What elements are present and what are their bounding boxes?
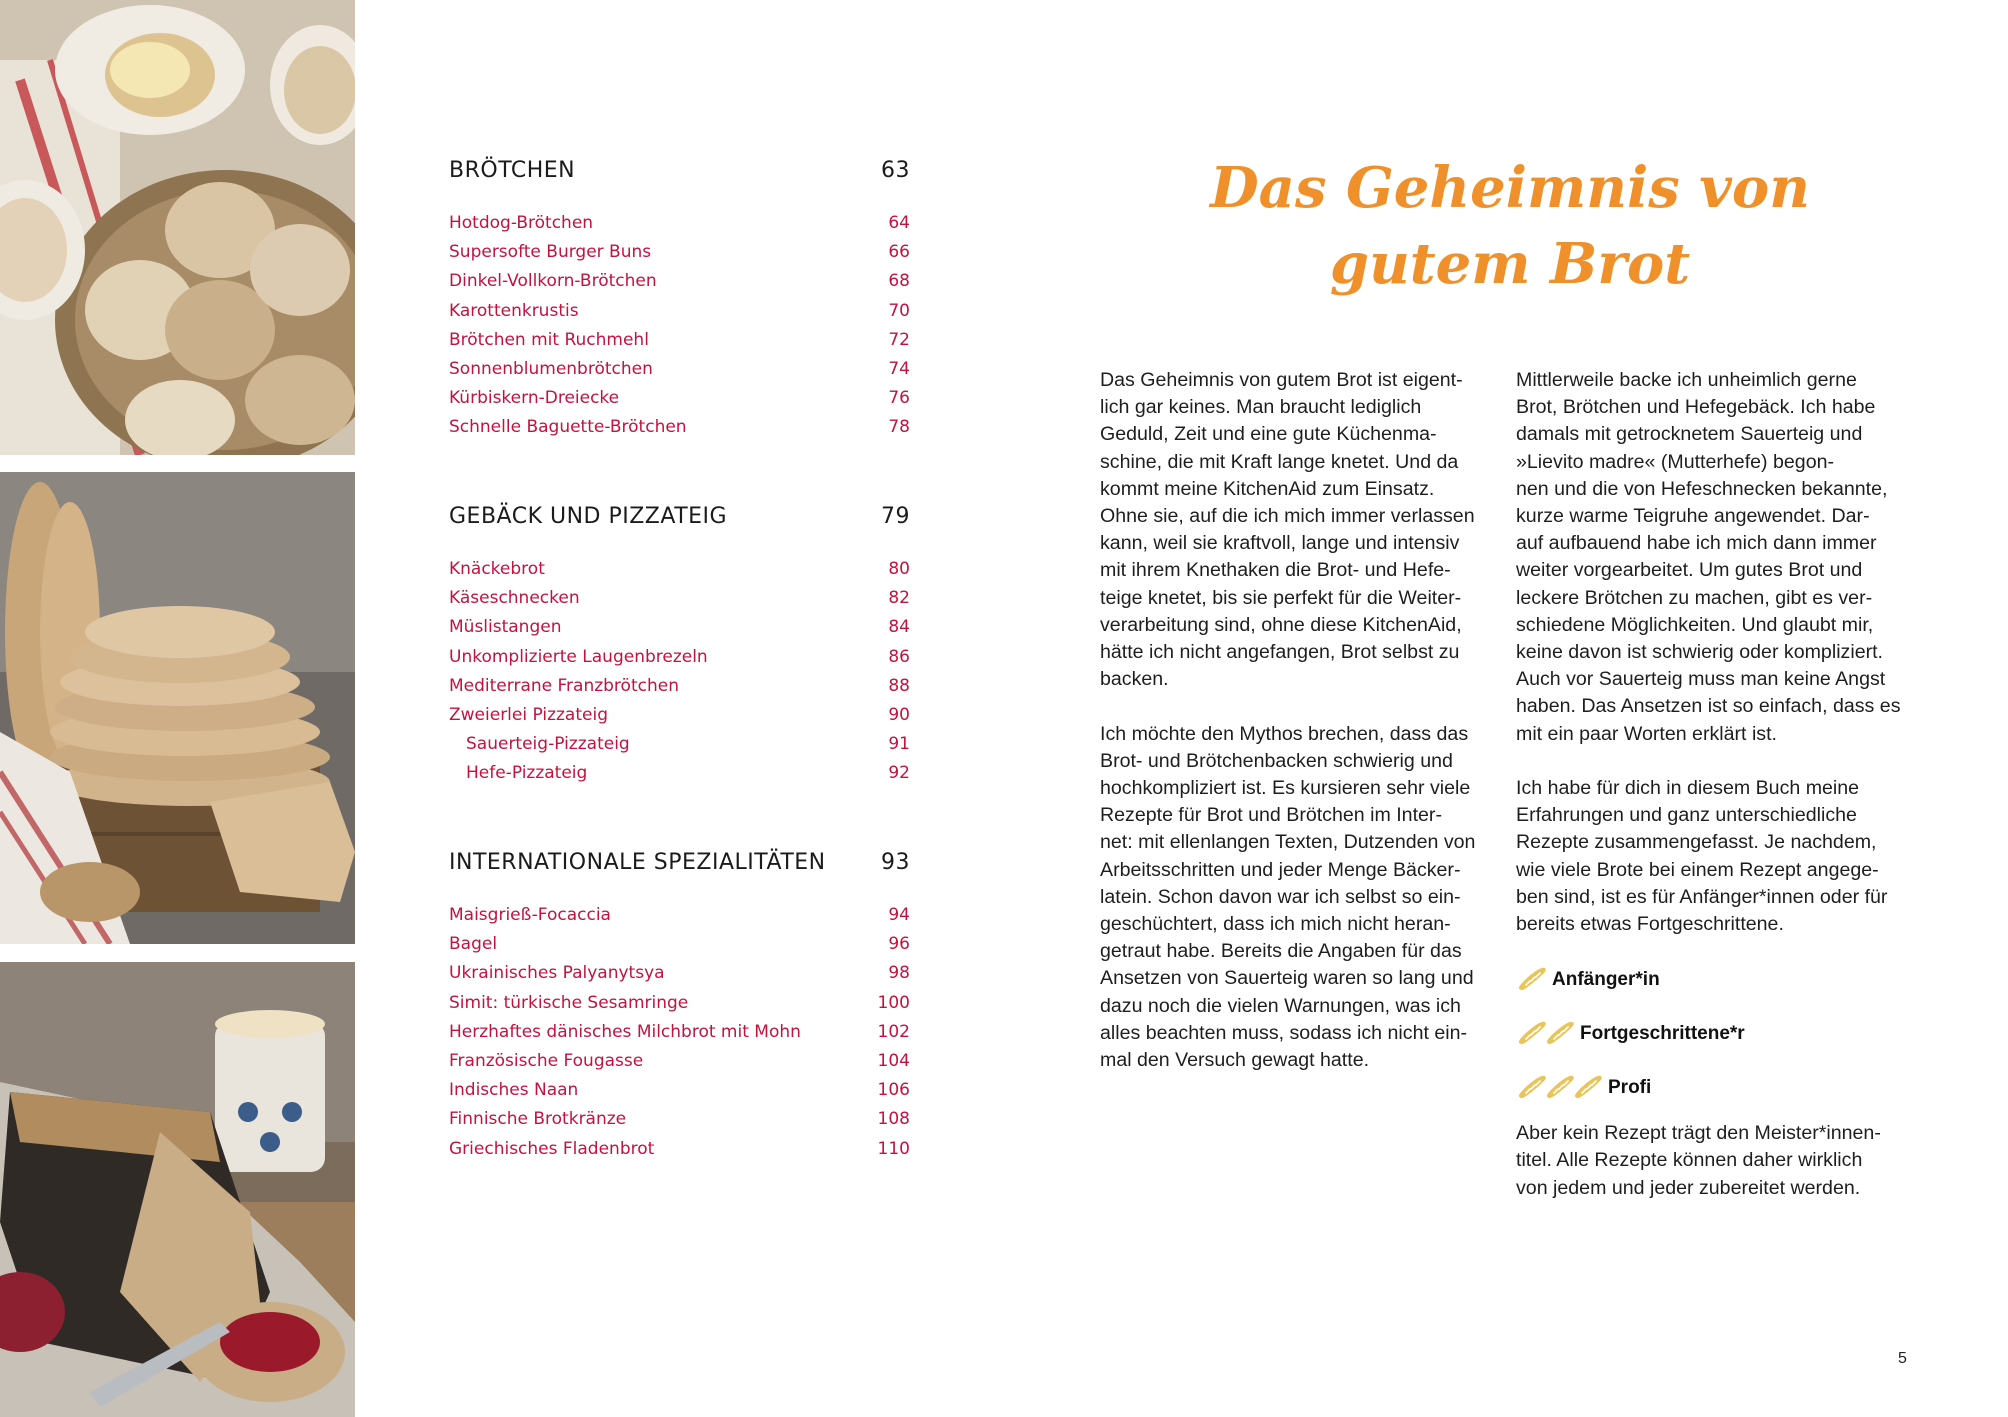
text-line: wie viele Brote bei einem Rezept angege-: [1516, 858, 1879, 881]
toc-entry-page: 94: [888, 905, 910, 925]
toc-entry-page: 70: [888, 300, 910, 321]
baguette-icon: [1572, 1074, 1604, 1100]
toc-entry-title: Griechisches Fladenbrot: [449, 1138, 655, 1159]
difficulty-level: [1516, 952, 1936, 1006]
toc-section-internationale-spezialitaeten: [449, 850, 910, 1164]
article-heading: [1150, 150, 1870, 302]
toc-entry: [449, 555, 910, 584]
toc-entry: [449, 1047, 910, 1076]
difficulty-legend: [1516, 952, 1936, 1114]
text-line: ben sind, ist es für Anfänger*innen oder für: [1516, 885, 1888, 908]
text-line: Ansetzen von Sauerteig waren so lang und: [1100, 967, 1474, 990]
toc-entry-title: Zweierlei Pizzateig: [449, 704, 608, 725]
toc-entry-title: Hotdog-Brötchen: [449, 213, 594, 233]
toc-entry: [449, 643, 910, 672]
toc-entry-title: Französische Fougasse: [449, 1050, 644, 1071]
toc-section-title: GEBÄCK UND PIZZATEIG: [449, 504, 728, 529]
toc-entry-page: 110: [877, 1138, 910, 1159]
toc-section-header: [449, 504, 910, 529]
text-line: hochkompliziert ist. Es kursieren sehr viele: [1100, 777, 1471, 800]
text-line: weiter vorgearbeitet. Um gutes Brot und: [1516, 559, 1863, 582]
text-line: leckere Brötchen zu machen, gibt es ver-: [1516, 586, 1873, 609]
photo-bread-rolls-basket: [0, 0, 355, 455]
toc-entry-page: 72: [888, 329, 910, 350]
toc-entry: [449, 1076, 910, 1105]
text-line: auf aufbauend habe ich mich dann immer: [1516, 532, 1877, 555]
toc-entry-title: Finnische Brotkränze: [449, 1109, 627, 1130]
text-line: backen.: [1100, 668, 1169, 691]
toc-entry-title: Kürbiskern-Dreiecke: [449, 388, 620, 409]
text-line: keine davon ist schwierig oder kompliziert.: [1516, 641, 1884, 664]
toc-entry-page: 98: [888, 963, 910, 984]
toc-entry: [449, 238, 910, 267]
toc-entry-page: 90: [888, 704, 910, 725]
toc-entry-page: 66: [888, 242, 910, 263]
text-line: teige knetet, bis sie perfekt für die Weiter-: [1100, 586, 1462, 609]
text-line: getraut habe. Bereits die Angaben für das: [1100, 940, 1462, 963]
toc-entry-title: Herzhaftes dänisches Milchbrot mit Mohn: [449, 1021, 801, 1042]
toc-entry-page: 80: [888, 559, 910, 579]
toc-entry-title: Maisgrieß-Focaccia: [449, 905, 611, 925]
toc-entry: [449, 413, 910, 442]
toc-entry-title: Mediterrane Franzbrötchen: [449, 675, 679, 696]
toc-entry-title: Sauerteig-Pizzateig: [466, 734, 630, 755]
toc-entry: [449, 384, 910, 413]
text-line: hätte ich nicht angefangen, Brot selbst zu: [1100, 641, 1460, 664]
toc-entry-title: Simit: türkische Sesamringe: [449, 992, 689, 1013]
text-line: net: mit ellenlangen Texten, Dutzenden von: [1100, 831, 1476, 854]
toc-entry-title: Ukrainisches Palyanytsya: [449, 963, 665, 984]
text-line: mal den Versuch gewagt hatte.: [1100, 1049, 1370, 1072]
text-line: mit ihrem Knethaken die Brot- und Hefe-: [1100, 559, 1451, 582]
toc-entry-page: 74: [888, 358, 910, 379]
toc-entry-page: 91: [888, 734, 910, 755]
text-line: »Lievito madre« (Mutterhefe) begon-: [1516, 450, 1835, 473]
text-line: haben. Das Ansetzen ist so einfach, dass es: [1516, 695, 1901, 718]
text-line: Rezepte zusammengefasst. Je nachdem,: [1516, 831, 1877, 854]
toc-section-title: INTERNATIONALE SPEZIALITÄTEN: [449, 850, 826, 875]
toc-entry-page: 82: [888, 588, 910, 609]
toc-entry-page: 88: [888, 675, 910, 696]
toc-entry: [449, 584, 910, 613]
difficulty-icons: [1516, 1020, 1572, 1046]
page-number: 5: [1898, 1350, 1907, 1367]
article-heading-line-1: Das Geheimnis von: [1210, 155, 1810, 221]
toc-entry-title: Indisches Naan: [449, 1080, 579, 1101]
text-line: Rezepte für Brot und Brötchen im Inter-: [1100, 804, 1442, 827]
toc-entry: [449, 326, 910, 355]
toc-entry-page: 104: [877, 1050, 910, 1071]
article-column-left: [1100, 367, 1520, 1074]
article-column-right: [1516, 367, 1936, 1202]
text-line: Ohne sie, auf die ich mich immer verlassen: [1100, 505, 1475, 528]
toc-section-broetchen: [449, 158, 910, 443]
text-line: bereits etwas Fortgeschrittene.: [1516, 913, 1784, 936]
text-line: nen und die von Hefeschnecken bekannte,: [1516, 477, 1888, 500]
paragraph: [1516, 775, 1936, 938]
toc-entry-page: 108: [877, 1109, 910, 1130]
toc-entry: [449, 1135, 910, 1164]
toc-entry: [449, 701, 910, 730]
text-line: Ich möchte den Mythos brechen, dass das: [1100, 722, 1469, 745]
text-line: schine, die mit Kraft lange knetet. Und da: [1100, 450, 1459, 473]
toc-entry: [449, 355, 910, 384]
text-line: dazu noch die vielen Warnungen, was ich: [1100, 994, 1461, 1017]
photo-poppy-seed-loaf: [0, 962, 355, 1417]
toc-entry: [449, 672, 910, 701]
toc-section-page: 79: [881, 504, 910, 529]
toc-entry-page: 106: [877, 1080, 910, 1101]
toc-entry: [449, 1018, 910, 1047]
text-line: Mittlerweile backe ich unheimlich gerne: [1516, 369, 1857, 391]
toc-entry-title: Dinkel-Vollkorn-Brötchen: [449, 271, 657, 292]
toc-entry-title: Schnelle Baguette-Brötchen: [449, 417, 687, 438]
toc-entry: [449, 959, 910, 988]
toc-entry-page: 102: [877, 1021, 910, 1042]
toc-entry-page: 64: [888, 213, 910, 233]
toc-section-title: BRÖTCHEN: [449, 158, 576, 183]
text-line: Ich habe für dich in diesem Buch meine: [1516, 777, 1860, 800]
difficulty-label: Profi: [1608, 1076, 1652, 1098]
text-line: schiedene Möglichkeiten. Und glaubt mir,: [1516, 613, 1874, 636]
difficulty-label: Anfänger*in: [1552, 968, 1660, 990]
toc-section-gebaeck-und-pizzateig: [449, 504, 910, 789]
toc-entry-page: 76: [888, 388, 910, 409]
baguette-icon: [1516, 966, 1548, 992]
article-heading-line-2: gutem Brot: [1329, 231, 1691, 297]
toc-entry-title: Hefe-Pizzateig: [466, 763, 588, 784]
toc-entry-title: Käseschnecken: [449, 588, 580, 609]
toc-section-header: [449, 158, 910, 183]
difficulty-label: Fortgeschrittene*r: [1580, 1022, 1745, 1044]
text-line: kurze warme Teigruhe angewendet. Dar-: [1516, 505, 1870, 528]
toc-entry-page: 78: [888, 417, 910, 438]
toc-entry: [449, 297, 910, 326]
paragraph: [1100, 367, 1520, 693]
text-line: Auch vor Sauerteig muss man keine Angst: [1516, 668, 1886, 691]
text-line: Brot- und Brötchenbacken schwierig und: [1100, 749, 1453, 772]
difficulty-icons: [1516, 966, 1544, 992]
toc-entry: [449, 209, 910, 238]
difficulty-level: [1516, 1006, 1936, 1060]
text-line: alles beachten muss, sodass ich nicht ein-: [1100, 1021, 1468, 1044]
photo-crispbread-stack: [0, 472, 355, 944]
toc-entry: [449, 901, 910, 930]
toc-entry-title: Karottenkrustis: [449, 300, 579, 321]
toc-entry: [449, 267, 910, 296]
paragraph: [1516, 1120, 1936, 1202]
toc-entry-title: Bagel: [449, 934, 498, 955]
text-line: latein. Schon davon war ich selbst so ein-: [1100, 885, 1461, 908]
toc-entry: [449, 613, 910, 642]
text-line: Aber kein Rezept trägt den Meister*innen-: [1516, 1122, 1881, 1145]
toc-entry-page: 96: [888, 934, 910, 955]
paragraph: [1100, 721, 1520, 1075]
toc-entry: [449, 730, 910, 759]
toc-entry-title: Brötchen mit Ruchmehl: [449, 329, 649, 350]
toc-entry: [449, 930, 910, 959]
text-line: damals mit getrocknetem Sauerteig und: [1516, 423, 1863, 446]
toc-entry-title: Sonnenblumenbrötchen: [449, 358, 653, 379]
toc-section-page: 63: [881, 158, 910, 183]
toc-entry: [449, 989, 910, 1018]
text-line: verarbeitung sind, ohne diese KitchenAid,: [1100, 613, 1462, 636]
toc-entry-page: 92: [888, 763, 910, 784]
toc-entry-page: 100: [877, 992, 910, 1013]
toc-entry-title: Müslistangen: [449, 617, 562, 638]
text-line: Erfahrungen und ganz unterschiedliche: [1516, 804, 1857, 827]
text-line: Das Geheimnis von gutem Brot ist eigent-: [1100, 369, 1463, 391]
toc-entry-title: Supersofte Burger Buns: [449, 242, 652, 263]
toc-entry-title: Knäckebrot: [449, 559, 545, 579]
text-line: von jedem und jeder zubereitet werden.: [1516, 1176, 1861, 1199]
toc-section-header: [449, 850, 910, 875]
text-line: Geduld, Zeit und eine gute Küchenma-: [1100, 423, 1437, 446]
paragraph: [1516, 367, 1936, 748]
difficulty-level: [1516, 1060, 1936, 1114]
toc-entry-page: 86: [888, 646, 910, 667]
text-line: Arbeitsschritten und jeder Menge Bäcker-: [1100, 858, 1461, 881]
toc-entry-page: 68: [888, 271, 910, 292]
text-line: titel. Alle Rezepte können daher wirklich: [1516, 1149, 1863, 1172]
text-line: kommt meine KitchenAid zum Einsatz.: [1100, 477, 1435, 500]
text-line: mit ein paar Worten erklärt ist.: [1516, 722, 1777, 745]
toc-entry-title: Unkomplizierte Laugenbrezeln: [449, 646, 708, 667]
toc-entry: [449, 759, 910, 788]
toc-entry-page: 84: [888, 617, 910, 638]
toc-section-page: 93: [881, 850, 910, 875]
text-line: kann, weil sie kraftvoll, lange und intensiv: [1100, 532, 1460, 555]
text-line: Brot, Brötchen und Hefegebäck. Ich habe: [1516, 396, 1876, 419]
text-line: lich gar keines. Man braucht lediglich: [1100, 396, 1422, 419]
baguette-icon: [1544, 1020, 1576, 1046]
text-line: geschüchtert, dass ich mich nicht heran-: [1100, 913, 1451, 936]
toc-entry: [449, 1105, 910, 1134]
difficulty-icons: [1516, 1074, 1600, 1100]
